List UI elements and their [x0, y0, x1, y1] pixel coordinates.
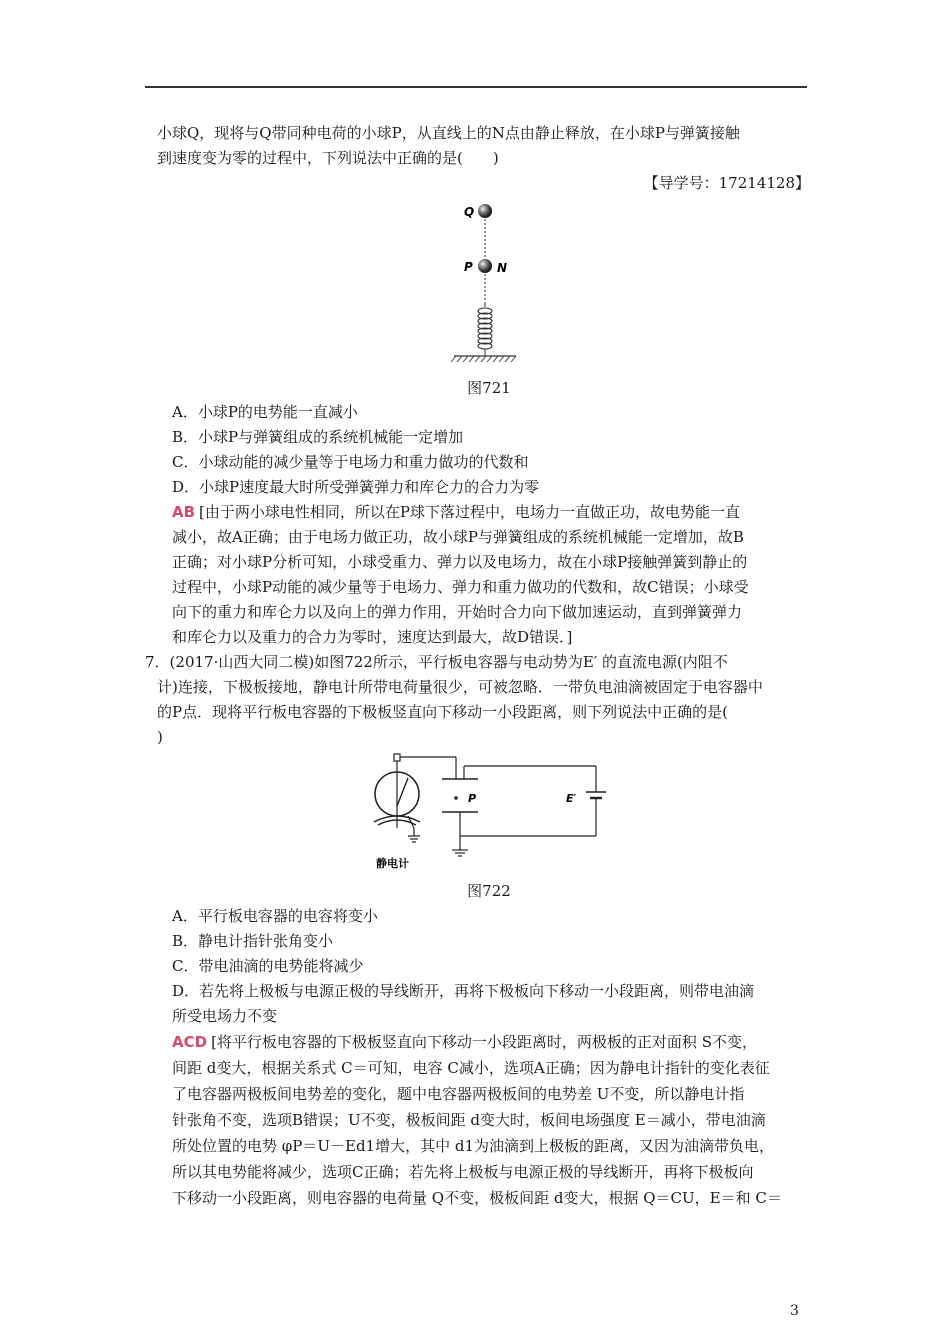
q7-answer-line-2: 间距 d变大，根据关系式 C＝可知，电容 C减小，选项A正确；因为静电计指针的变化表征	[172, 1059, 770, 1077]
q7-answer-line-3: 了电容器两极板间电势差的变化，题中电容器两极板间的电势差 U不变，所以静电计指	[172, 1085, 745, 1103]
spring	[478, 308, 492, 349]
q7-option-a: A．平行板电容器的电容将变小	[172, 907, 378, 925]
label-emf: E′	[566, 792, 577, 805]
q7-answer-line-5: 所处位置的电势 φP＝U－Ed1增大，其中 d1为油滴到上极板的距离，又因为油滴带负电，	[172, 1137, 775, 1155]
q6-answer-line-1: AB [由于两小球电性相同，所以在P球下落过程中，电场力一直做正功，故电势能一直	[172, 503, 740, 521]
q7-line-3: 的P点．现将平行板电容器的下极板竖直向下移动一小段距离，则下列说法中正确的是(	[157, 703, 728, 721]
q6-answer-line-2: 减小，故A正确；由于电场力做正功，故小球P与弹簧组成的系统机械能一定增加，故B	[172, 528, 744, 546]
intro-line-2: 到速度变为零的过程中，下列说法中正确的是( )	[157, 149, 499, 167]
label-p2: P	[468, 792, 477, 805]
intro-line-1: 小球Q，现将与Q带同种电荷的小球P，从直线上的N点由静止释放，在小球P与弹簧接触	[157, 124, 740, 142]
q6-option-b: B．小球P与弹簧组成的系统机械能一定增加	[172, 428, 464, 446]
ball-p	[478, 259, 492, 273]
q7-answer-line-1: ACD [将平行板电容器的下极板竖直向下移动一小段距离时，两极板的正对面积 S不变，	[172, 1033, 757, 1051]
q7-line-1: 7．(2017·山西大同二模)如图722所示，平行板电容器与电动势为E′ 的直流电源(内阻不	[145, 653, 728, 671]
q7-answer-line-6: 所以其电势能将减少，选项C正确；若先将上极板与电源正极的导线断开，再将下极板向	[172, 1163, 754, 1181]
guide-number: 【导学号：17214128】	[643, 174, 810, 192]
q6-answer-key: AB	[172, 503, 196, 521]
q6-option-a: A．小球P的电势能一直减小	[172, 403, 358, 421]
q6-option-c: C．小球动能的减少量等于电场力和重力做功的代数和	[172, 453, 529, 471]
q7-option-c: C．带电油滴的电势能将减少	[172, 957, 364, 975]
q7-answer-line-4: 针张角不变，选项B错误；U不变，极板间距 d变大时，板间电场强度 E＝减小，带电油滴	[172, 1111, 766, 1129]
header-rule	[145, 86, 807, 88]
q7-line-2: 计)连接，下极板接地，静电计所带电荷量很少，可被忽略．一带负电油滴被固定于电容器中	[157, 678, 763, 696]
q6-answer-line-5: 向下的重力和库仑力以及向上的弹力作用，开始时合力向下做加速运动，直到弹簧弹力	[172, 603, 743, 621]
label-p: P	[464, 260, 473, 274]
q7-option-b: B．静电计指针张角变小	[172, 932, 334, 950]
electroscope-terminal	[394, 754, 400, 761]
q7-answer-line-7: 下移动一小段距离，则电容器的电荷量 Q不变，极板间距 d变大，根据 Q＝CU，E＝和 C＝	[172, 1189, 782, 1207]
q6-answer-line-3: 正确；对小球P分析可知，小球受重力、弹力以及电场力，故在小球P接触弹簧到静止的	[172, 553, 748, 571]
q7-line-4: )	[157, 728, 163, 746]
label-n: N	[497, 261, 508, 275]
electroscope-needle	[397, 778, 408, 806]
figure-721	[440, 195, 540, 375]
q7-option-d: D．若先将上极板与电源正极的导线断开，再将下极板向下移动一小段距离，则带电油滴	[172, 982, 755, 1000]
q6-option-d: D．小球P速度最大时所受弹簧弹力和库仑力的合力为零	[172, 478, 540, 496]
q7-answer-key: ACD	[172, 1033, 208, 1051]
q6-answer-line-6: 和库仑力以及重力的合力为零时，速度达到最大，故D错误．]	[172, 628, 573, 646]
figure-722	[360, 752, 610, 877]
oil-drop	[454, 796, 458, 800]
page-number: 3	[790, 1303, 799, 1319]
ball-q	[478, 204, 492, 218]
q6-answer-line-4: 过程中，小球P动能的减少量等于电场力、弹力和重力做功的代数和，故C错误；小球受	[172, 578, 749, 596]
label-q: Q	[464, 205, 475, 219]
figure-721-caption: 图721	[467, 379, 511, 397]
label-electroscope: 静电计	[376, 857, 409, 870]
figure-722-caption: 图722	[467, 882, 511, 900]
q7-option-d-cont: 所受电场力不变	[172, 1007, 278, 1025]
